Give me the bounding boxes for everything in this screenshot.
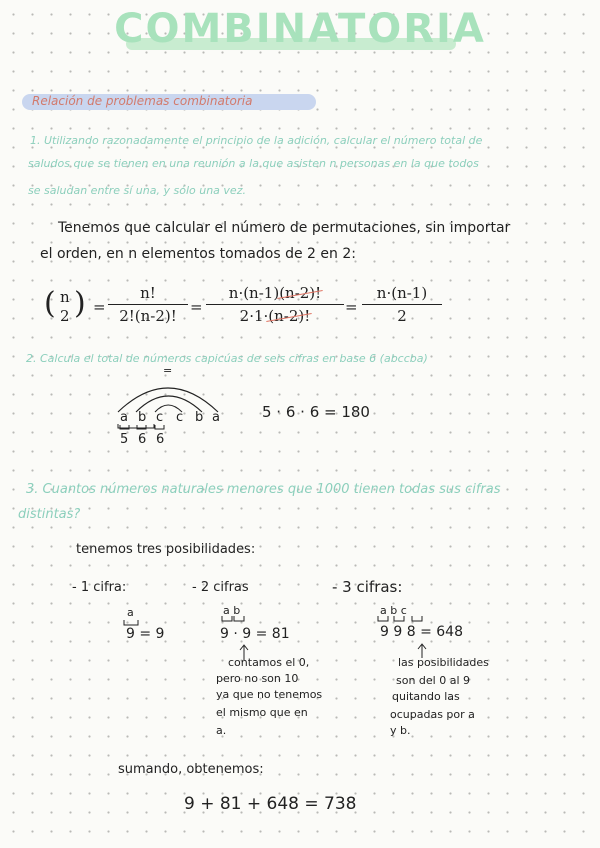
p3-case3-note-3: quitando las (392, 690, 460, 703)
p2-result: 5 · 6 · 6 = 180 (262, 403, 370, 421)
p1-text-line2: el orden, en n elementos tomados de 2 en 2: (40, 246, 356, 262)
fraction-1-denominator: 2!(n-2)! (119, 307, 177, 325)
p3-sum-result: 9 + 81 + 648 = 738 (184, 794, 357, 814)
p2-letter-b2: b (195, 410, 204, 425)
binom-left-paren: ( (44, 286, 56, 321)
p1-statement-line2: saludos que se tienen en una reunión a la que asisten n personas en la que todos (28, 157, 479, 170)
binom-top: n (60, 288, 70, 306)
p3-case2-note-2: pero no son 10 (216, 672, 299, 685)
p3-sum-text: sumando, obtenemos: (118, 762, 264, 777)
p2-count-a: 5 (120, 432, 129, 447)
p3-case2-note-3: ya que no tenemos (216, 688, 323, 701)
p3-case3-note-5: y b. (390, 724, 411, 737)
p2-letter-c2: c (176, 410, 184, 425)
p2-letter-a1: a (120, 410, 128, 425)
fraction-2-den-cancelled: (n-2)! (268, 307, 311, 325)
p3-case3-note-2: son del 0 al 9 (396, 674, 471, 687)
p3-case2-calc: 9 · 9 = 81 (220, 626, 290, 642)
fraction-2-num-a: n·(n-1) (228, 284, 280, 302)
p3-intro: tenemos tres posibilidades: (76, 542, 256, 557)
p3-case3-label: - 3 cifras: (332, 578, 403, 596)
p3-case1-calc: 9 = 9 (126, 626, 165, 642)
p3-case3-letters: a b c (380, 604, 407, 617)
p3-case1-letters: a (127, 606, 134, 619)
p3-statement-line2: distintas? (18, 507, 81, 522)
p3-statement-line1: 3. Cuantos números naturales menores que 1000 tienen todas sus cifras (26, 482, 501, 497)
subtitle: Relación de problemas combinatoria (32, 94, 253, 108)
binom-bottom: 2 (60, 307, 70, 325)
p1-text-line1: Tenemos que calcular el número de permutaciones, sin importar (58, 220, 511, 236)
p2-eq-mark: = (163, 364, 173, 377)
binom-right-paren: ) (74, 286, 86, 321)
fraction-1-numerator: n! (140, 284, 156, 302)
p3-case2-note-4: el mismo que en (216, 706, 308, 719)
fraction-3-numerator: n·(n-1) (376, 284, 428, 302)
equals-1: = (93, 298, 106, 316)
p3-case3-note-1: las posibilidades (398, 656, 489, 669)
p3-case1-label: - 1 cifra: (72, 580, 127, 595)
p1-statement-line3: se saludan entre sí una, y sólo una vez. (28, 184, 246, 197)
p1-statement-line1: 1. Utilizando razonadamente el principio de la adición, calcular el número total de (30, 134, 483, 147)
equals-3: = (345, 298, 358, 316)
p3-case3-calc: 9 9 8 = 648 (380, 624, 463, 640)
p2-letter-c1: c (156, 410, 164, 425)
p2-letter-a2: a (212, 410, 220, 425)
page-title: COMBINATORIA (114, 6, 486, 52)
fraction-3-denominator: 2 (397, 307, 407, 325)
p3-case2-note-1: contamos el 0, (228, 656, 310, 669)
p2-letter-b1: b (138, 410, 147, 425)
p3-case2-letters: a b (223, 604, 241, 617)
fraction-2-den-a: 2·1· (239, 307, 269, 325)
p3-case2-note-5: a. (216, 724, 227, 737)
p2-count-b: 6 (138, 432, 147, 447)
p3-case3-note-4: ocupadas por a (390, 708, 475, 721)
p2-count-c: 6 (156, 432, 165, 447)
p3-case2-label: - 2 cifras (192, 580, 249, 595)
p2-statement: 2. Calcula el total de números capicúas de seis cifras en base 6 (abccba) (26, 352, 428, 365)
fraction-2-num-cancelled: (n-2)! (279, 284, 322, 302)
equals-2: = (190, 298, 203, 316)
